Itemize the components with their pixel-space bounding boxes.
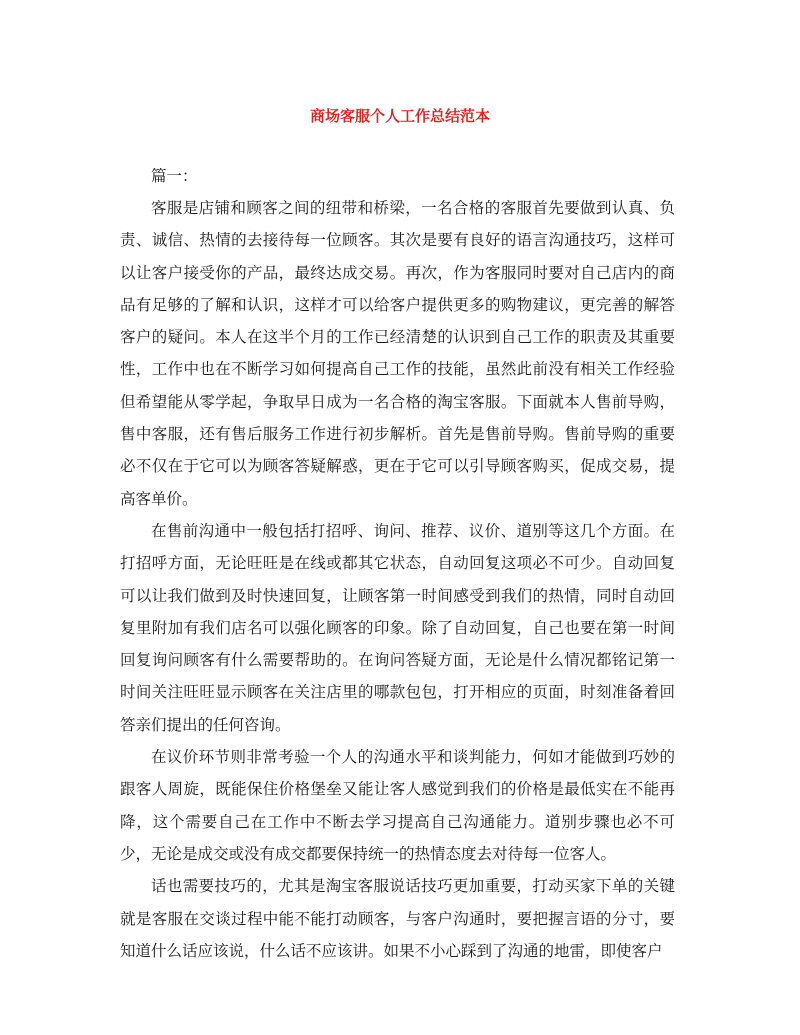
paragraph-4: 话也需要技巧的，尤其是淘宝客服说话技巧更加重要，打动买家下单的关键就是客服在交谈过程中能不能打动顾客，与客户沟通时，要把握言语的分寸，要知道什么话应该说，什么话不应该讲。如果不小心踩到了沟通的地雷，即使客户 <box>120 877 675 960</box>
document-title: 商场客服个人工作总结范本 <box>309 107 490 125</box>
paragraph-1: 客服是店铺和顾客之间的纽带和桥梁，一名合格的客服首先要做到认真、负责、诚信、热情的去接待每一位顾客。其次是要有良好的语言沟通技巧，这样可以让客户接受你的产品，最终达成交易。再次，作为客服同时要对自己店内的商品有足够的了解和认识，这样才可以给客户提供更多的购物建议，更完善的解答客户的疑问。本人在这半个月的工作已经清楚的认识到自己工作的职责及其重要性，工作中也在不断学习如何提高自己工作的技能，虽然此前没有相关工作经验但希望能从零学起，争取早日成为一名合格的淘宝客服。下面就本人售前导购，售中客服，还有售后服务工作进行初步解析。首先是售前导购。售前导购的重要必不仅在于它可以为顾客答疑解惑，更在于它可以引导顾客购买，促成交易，提高客单价。 <box>120 199 675 508</box>
paragraph-3: 在议价环节则非常考验一个人的沟通水平和谈判能力，何如才能做到巧妙的跟客人周旋，既能保住价格堡垒又能让客人感觉到我们的价格是最低实在不能再降，这个需要自己在工作中不断去学习提高自己沟通能力。道别步骤也必不可少，无论是成交或没有成交都要保持统一的热情态度去对待每一位客人。 <box>120 748 675 863</box>
section-label: 篇一： <box>151 167 198 185</box>
paragraph-2: 在售前沟通中一般包括打招呼、询问、推荐、议价、道别等这几个方面。在打招呼方面，无论旺旺是在线或都其它状态，自动回复这项必不可少。自动回复可以让我们做到及时快速回复，让顾客第一时间感受到我们的热情，同时自动回复里附加有我们店名可以强化顾客的印象。除了自动回复，自己也要在第一时间回复询问顾客有什么需要帮助的。在询问答疑方面，无论是什么情况都铭记第一时间关注旺旺显示顾客在关注店里的哪款包包，打开相应的页面，时刻准备着回答亲们提出的任何咨询。 <box>120 521 675 734</box>
document-body <box>120 160 675 967</box>
